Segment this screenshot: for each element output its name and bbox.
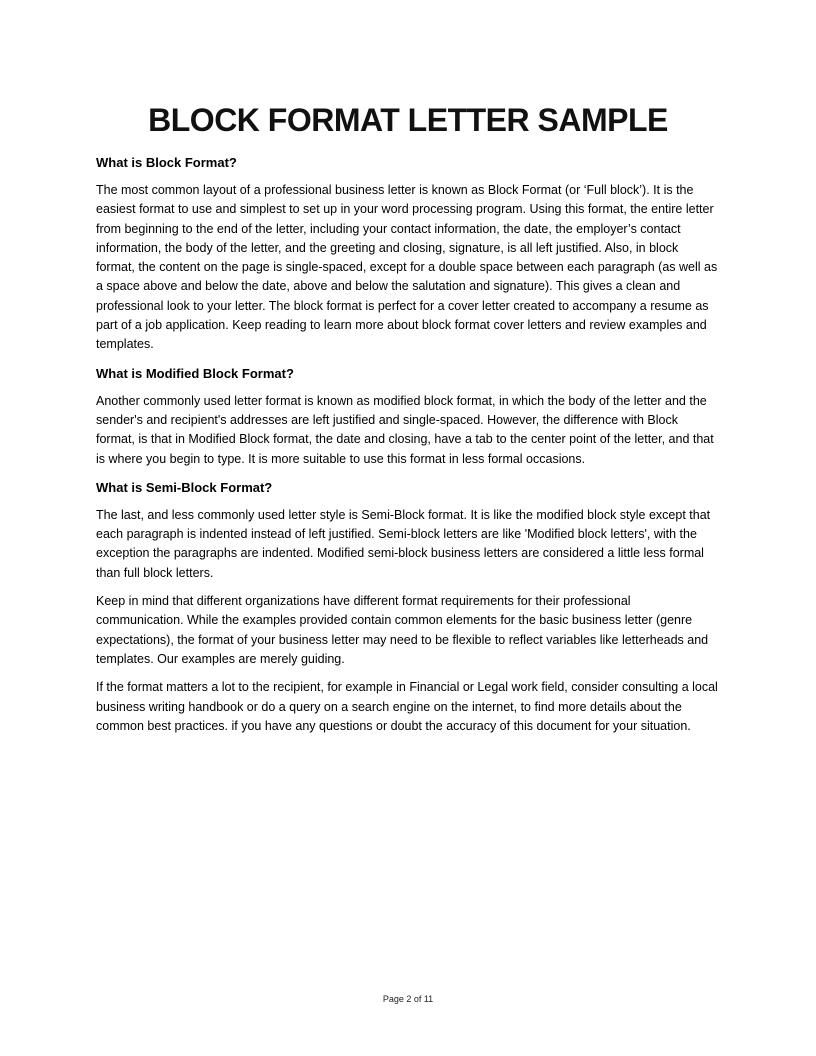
section-heading: What is Semi-Block Format?	[96, 479, 273, 495]
page-number-footer: Page 2 of 11	[382, 994, 434, 1004]
section-block-format	[96, 153, 720, 355]
document-page	[96, 96, 720, 745]
section-semi-block-format	[96, 478, 720, 736]
section-paragraph: If the format matters a lot to the recipient, for example in Financial or Legal work field, consider consulting a local business writing handbook or do a query on a search engine on the internet, to find more details about the common best practices. if you have any questions or doubt the accuracy of this document for your situation.	[96, 680, 718, 733]
section-paragraph: The most common layout of a professional business letter is known as Block Format (or ‘Full block’). It is the easiest format to use and simplest to set up in your word processing program. Using this format, the entire letter from beginning to the end of the letter, including your contact information, the date, the employer’s contact information, the body of the letter, and the greeting and closing, signature, is all left justified. Also, in block format, the content on the page is single-spaced, except for a double space between each paragraph (as well as a space above and below the date, above and below the salutation and signature). This gives a clean and professional look to your letter. The block format is perfect for a cover letter created to accompany a resume as part of a job application. Keep reading to learn more about block format cover letters and review examples and templates.	[96, 183, 718, 352]
section-heading: What is Modified Block Format?	[96, 365, 294, 381]
section-paragraph: The last, and less commonly used letter style is Semi-Block format. It is like the modified block style except that each paragraph is indented instead of left justified. Semi-block letters are like 'Modified block letters', with the exception the paragraphs are indented. Modified semi-block business letters are considered a little less formal than full block letters.	[96, 507, 711, 580]
section-paragraph: Keep in mind that different organizations have different format requirements for their professional communication. While the examples provided contain common elements for the basic business letter (genre expectations), the format of your business letter may need to be flexible to reflect variables like letterheads and templates. Our examples are merely guiding.	[96, 594, 709, 666]
section-paragraph: Another commonly used letter format is known as modified block format, in which the body of the letter and the sender's and recipient's addresses are left justified and single-spaced. However, the difference with Block format, is that in Modified Block format, the date and closing, have a tab to the center point of the letter, and that is where you begin to type. It is more suitable to use this format in less formal occasions.	[96, 393, 714, 466]
section-heading: What is Block Format?	[96, 155, 237, 170]
section-modified-block-format	[96, 364, 720, 469]
document-title: BLOCK FORMAT LETTER SAMPLE	[148, 102, 668, 138]
